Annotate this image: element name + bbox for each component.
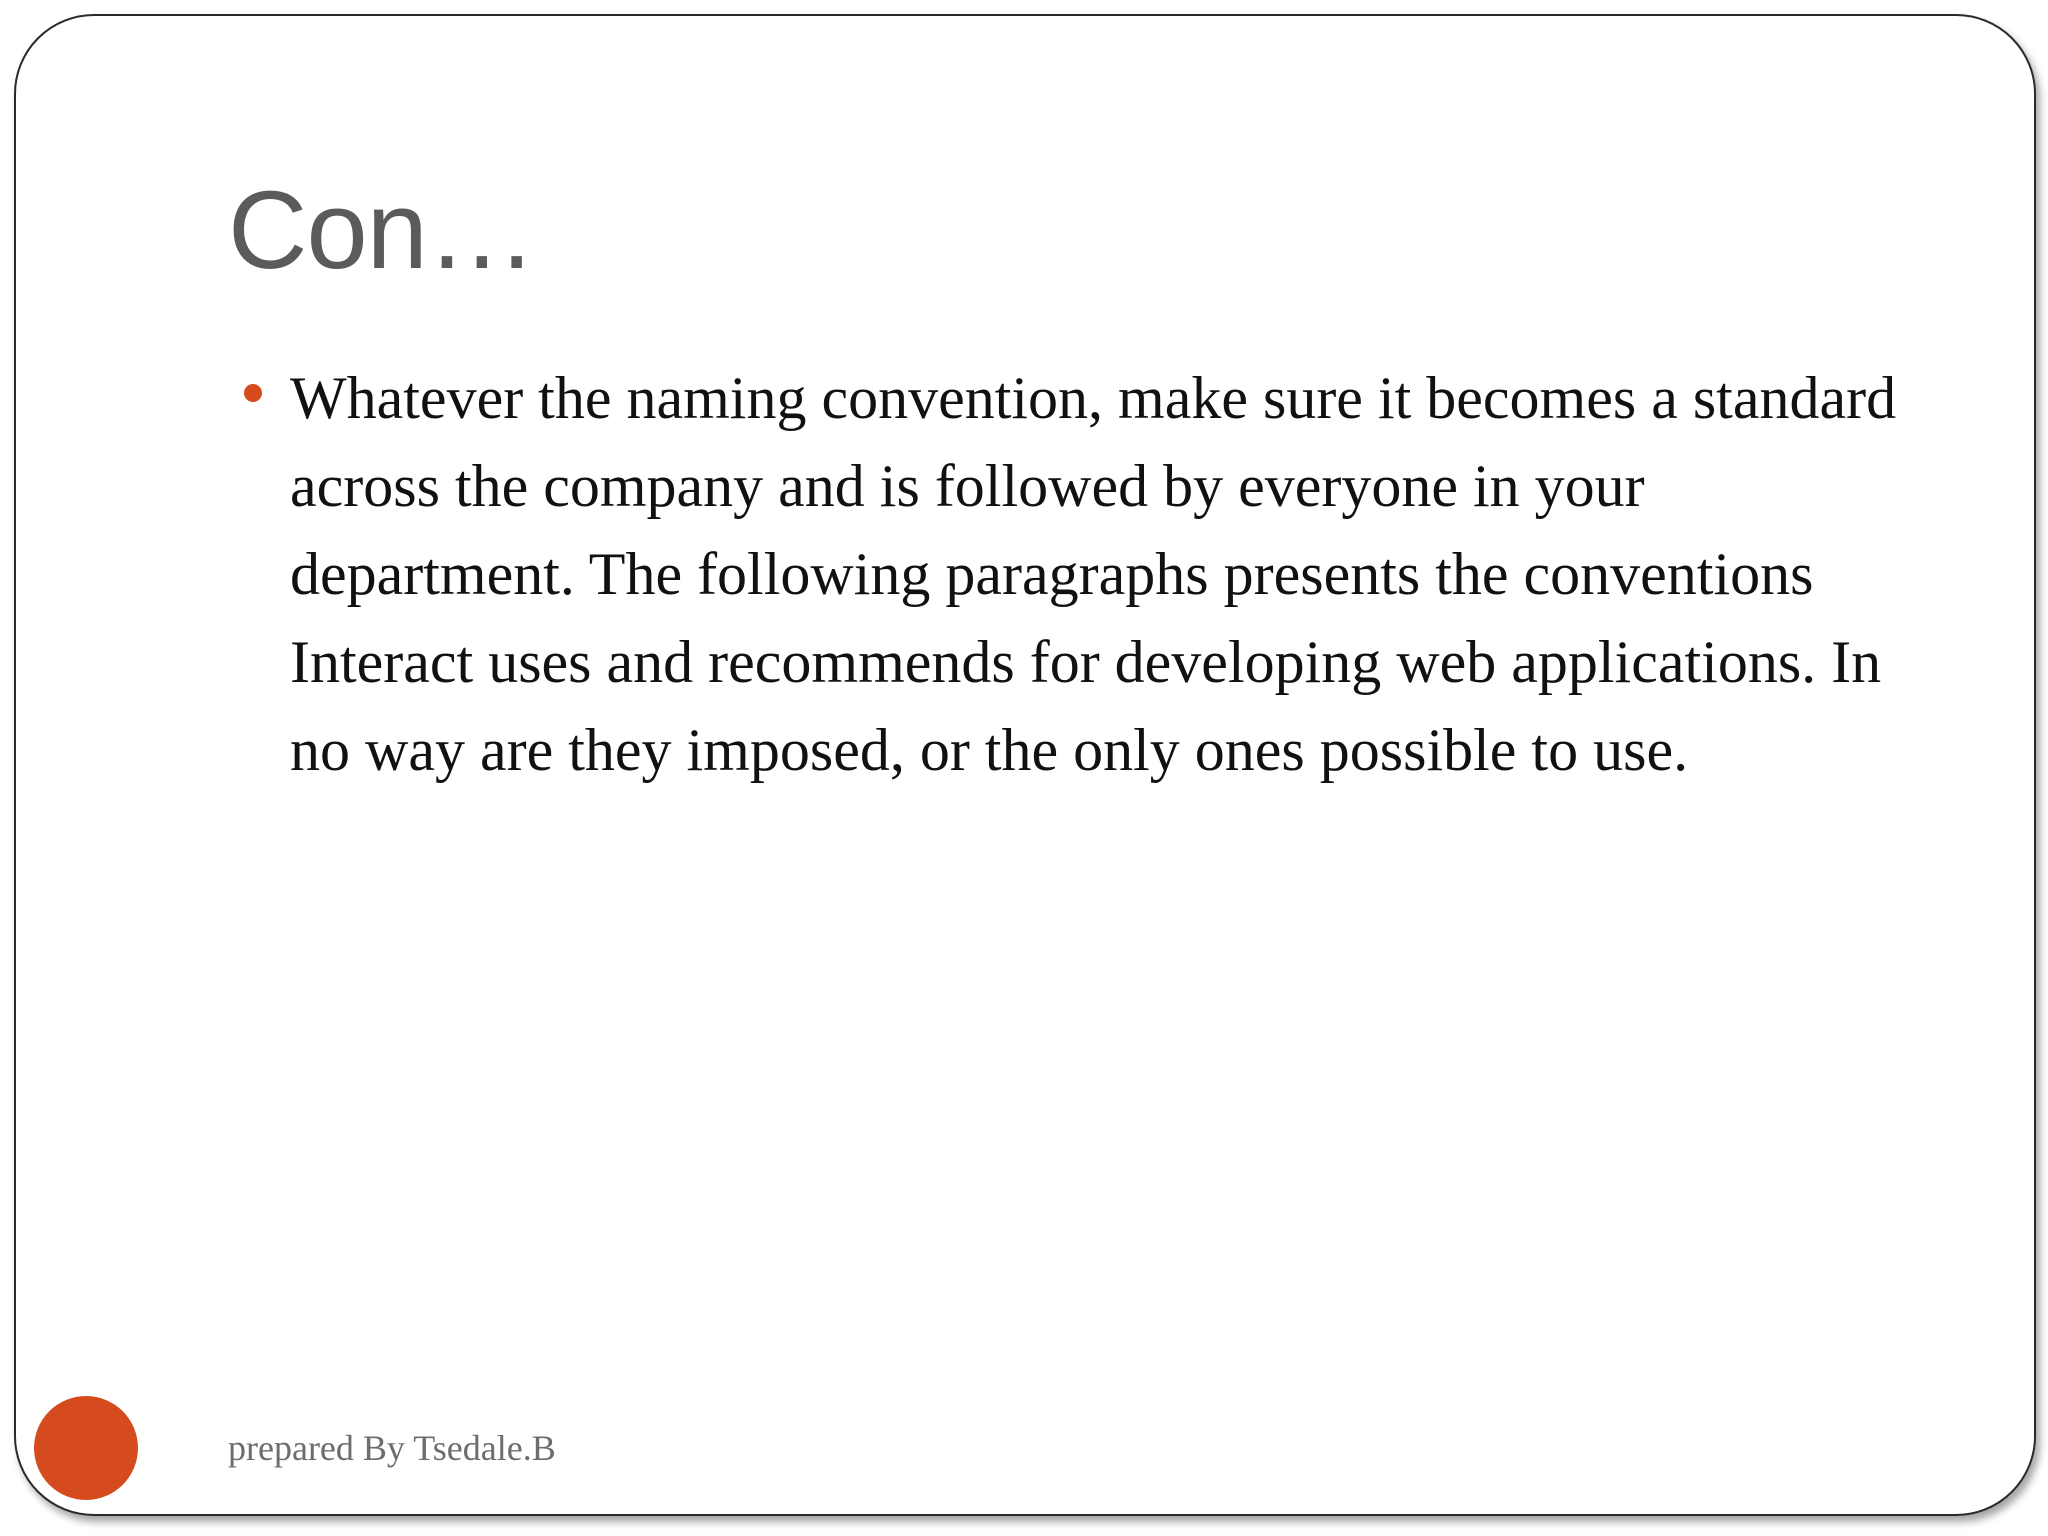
bullet-text: Whatever the naming convention, make sure it becomes a standard across the company and is followed by everyone in your department. The following paragraphs presents the conventions Interact uses and recommends for developing web applications. In no way are they imposed, or the only ones possible to use. xyxy=(290,365,1897,783)
footer-text: prepared By Tsedale.B xyxy=(228,1428,556,1468)
slide xyxy=(14,14,2036,1516)
circle-decoration-icon xyxy=(34,1396,138,1500)
bullet-item xyxy=(228,354,1928,794)
slide-body xyxy=(228,354,1928,794)
slide-title: Con… xyxy=(228,169,536,292)
bullet-dot-icon xyxy=(244,384,262,402)
